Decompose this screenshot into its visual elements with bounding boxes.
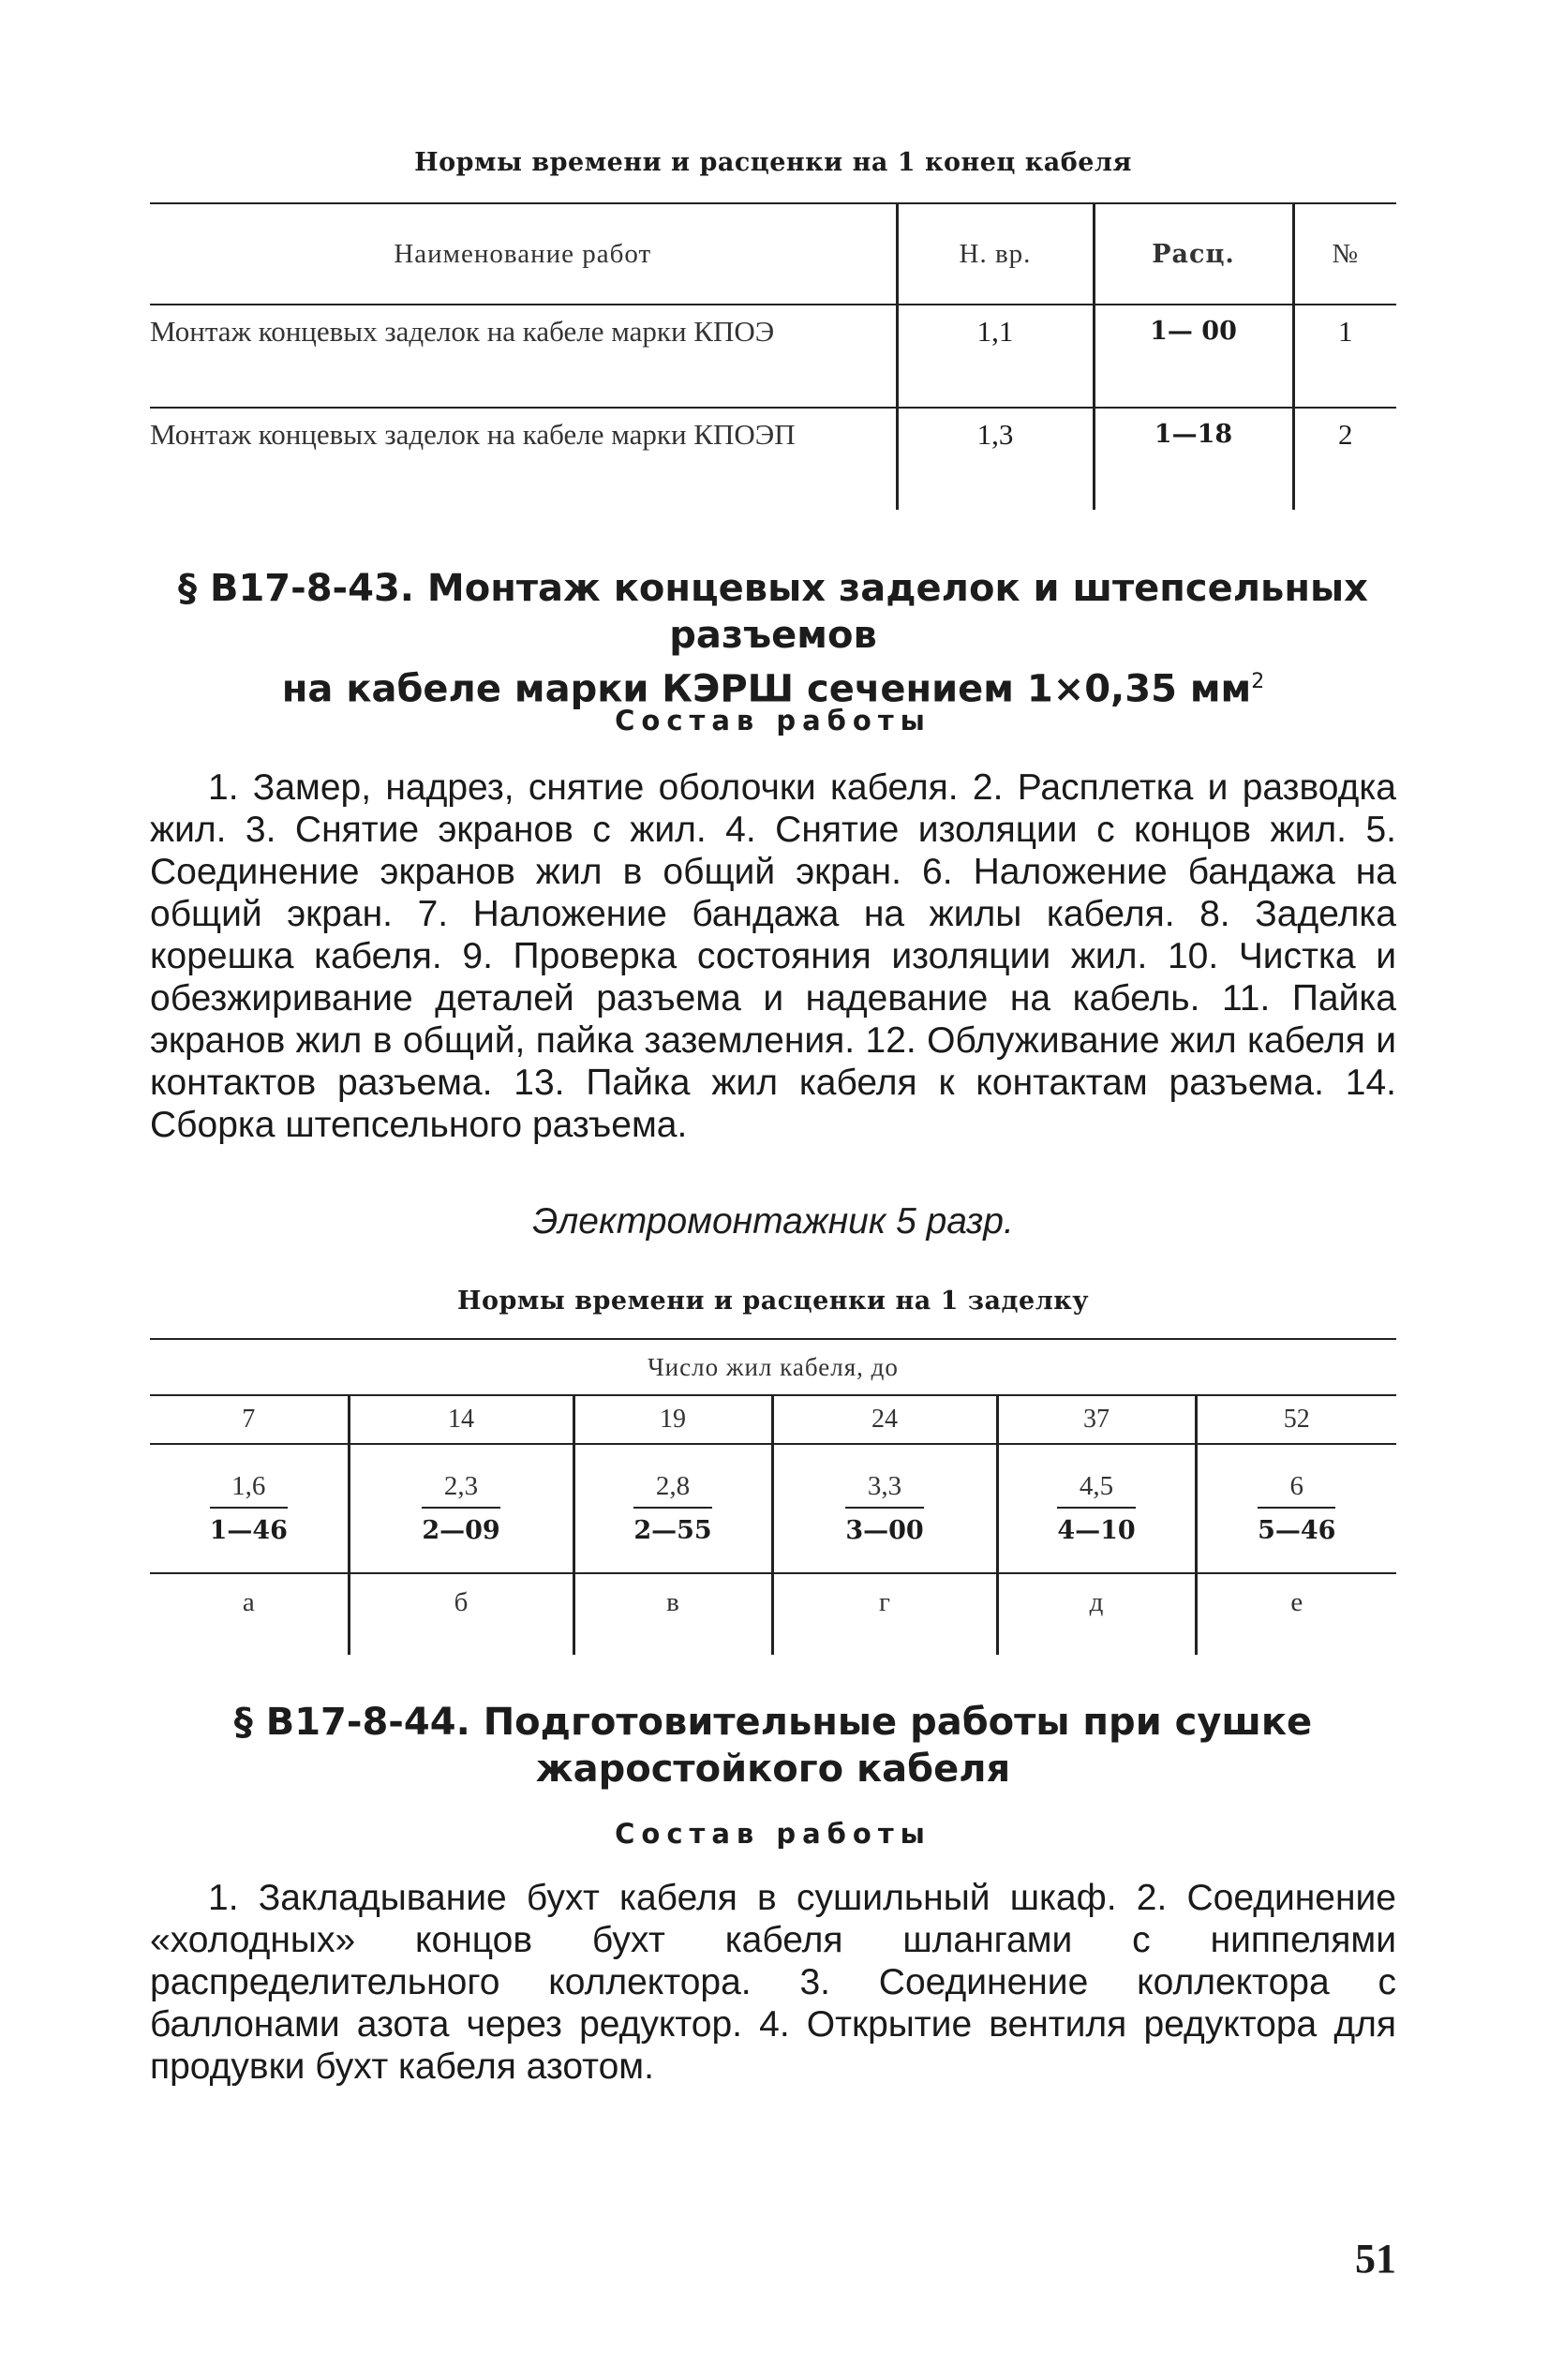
column-letter: г (772, 1573, 997, 1655)
norm-time: 2,3 (422, 1467, 499, 1509)
section-43-title-line2: на кабеле марки КЭРШ сечением 1×0,35 мм (281, 667, 1252, 711)
column-letter: в (573, 1573, 772, 1655)
value-cell (997, 1444, 1196, 1573)
section-43-title-superscript: 2 (1251, 670, 1265, 693)
norm-price: 5—46 (1258, 1516, 1336, 1545)
value-cell (150, 1444, 349, 1573)
value-cell (573, 1444, 772, 1573)
norm-fraction (1258, 1467, 1335, 1550)
core-count: 24 (772, 1395, 997, 1444)
norm-time: 4,5 (1057, 1467, 1135, 1509)
norm-price: 2—09 (422, 1516, 500, 1545)
row-price: 1—18 (1094, 408, 1293, 510)
header-price: Расц. (1094, 203, 1293, 305)
norm-fraction (210, 1467, 288, 1550)
core-count: 52 (1196, 1395, 1396, 1444)
row-time: 1,1 (897, 305, 1094, 408)
section-43-subtitle: Состав работы (615, 705, 931, 736)
section-44-text: 1. Закладывание бухт кабеля в сушильный шкаф. 2. Соединение «холодных» концов бухт кабеля шлангами с ниппелями распределительного коллектора. 3. Соединение коллектора с баллонами азота через редуктор. 4. Открытие вентиля редуктора для продувки бухт кабеля азотом. (150, 1878, 1396, 2087)
section-44-title-line2: жаростойкого кабеля (535, 1748, 1011, 1791)
section-44-subtitle: Состав работы (615, 1818, 931, 1850)
section-43-worker: Электромонтажник 5 разр. (532, 1201, 1014, 1242)
norm-price: 3—00 (845, 1516, 924, 1545)
core-count: 7 (150, 1395, 349, 1444)
core-count: 37 (997, 1395, 1196, 1444)
core-count: 19 (573, 1395, 772, 1444)
norm-fraction (845, 1467, 923, 1550)
core-count: 14 (349, 1395, 573, 1444)
table1-caption: Нормы времени и расценки на 1 конец кабеля (414, 148, 1132, 177)
value-cell (349, 1444, 573, 1573)
page-number: 51 (1355, 2236, 1396, 2282)
row-work-name: Монтаж концевых заделок на кабеле марки КПОЭ (150, 305, 897, 408)
table2-count-row (150, 1395, 1396, 1444)
table2-header: Число жил кабеля, до (150, 1339, 1396, 1395)
row-price: 1— 00 (1094, 305, 1293, 408)
table2 (150, 1338, 1396, 1655)
norm-price: 2—55 (633, 1516, 712, 1545)
norm-time: 6 (1258, 1467, 1335, 1509)
column-letter: е (1196, 1573, 1396, 1655)
column-letter: д (997, 1573, 1196, 1655)
norm-price: 4—10 (1057, 1516, 1136, 1545)
norm-time: 3,3 (845, 1467, 923, 1509)
value-cell (1196, 1444, 1396, 1573)
norm-time: 2,8 (633, 1467, 711, 1509)
table2-header-row (150, 1339, 1396, 1395)
norm-price: 1—46 (209, 1516, 288, 1545)
column-letter: а (242, 1587, 255, 1617)
header-number: № (1293, 203, 1396, 305)
table2-caption: Нормы времени и расценки на 1 заделку (456, 1287, 1090, 1316)
norm-time: 1,6 (210, 1467, 288, 1509)
section-43-text: 1. Замер, надрез, снятие оболочки кабеля. 2. Расплетка и разводка жил. 3. Снятие экранов с жил. 4. Снятие изоляции с концов жил. 5. Соединение экранов жил в общий экран. 6. Наложение бандажа на общий экран. 7. Наложение бандажа на жилы кабеля. 8. Заделка корешка кабеля. 9. Проверка состояния изоляции жил. 10. Чистка и обезжиривание деталей разъема и надевание на кабель. 11. Пайка экранов жил в общий, пайка заземления. 12. Облуживание жил кабеля и контактов разъема. 13. Пайка жил кабеля к контактам разъема. 14. Сборка штепсельного разъема. (150, 767, 1396, 1145)
document-page (150, 0, 1396, 2380)
norm-fraction (422, 1467, 499, 1550)
value-cell (772, 1444, 997, 1573)
table2-letter-row (150, 1573, 1396, 1655)
section-43-title-line1: § В17-8-43. Монтаж концевых заделок и штепсельных разъемов (178, 567, 1368, 657)
section-44-title (150, 1699, 1396, 1792)
table-row (150, 305, 1396, 408)
table1-header-row (150, 203, 1396, 305)
table-row (150, 408, 1396, 510)
section-43-title (150, 565, 1396, 712)
row-number: 1 (1293, 305, 1396, 408)
row-work-name: Монтаж концевых заделок на кабеле марки КПОЭП (150, 418, 796, 451)
table1 (150, 202, 1396, 510)
norm-fraction (633, 1467, 711, 1550)
column-letter: б (349, 1573, 573, 1655)
section-44-title-line1: § В17-8-44. Подготовительные работы при сушке (233, 1701, 1313, 1744)
norm-fraction (1057, 1467, 1135, 1550)
table2-values-row (150, 1444, 1396, 1573)
row-number: 2 (1293, 408, 1396, 510)
header-time: Н. вр. (897, 203, 1094, 305)
header-work-name: Наименование работ (150, 203, 897, 305)
row-time: 1,3 (897, 408, 1094, 510)
